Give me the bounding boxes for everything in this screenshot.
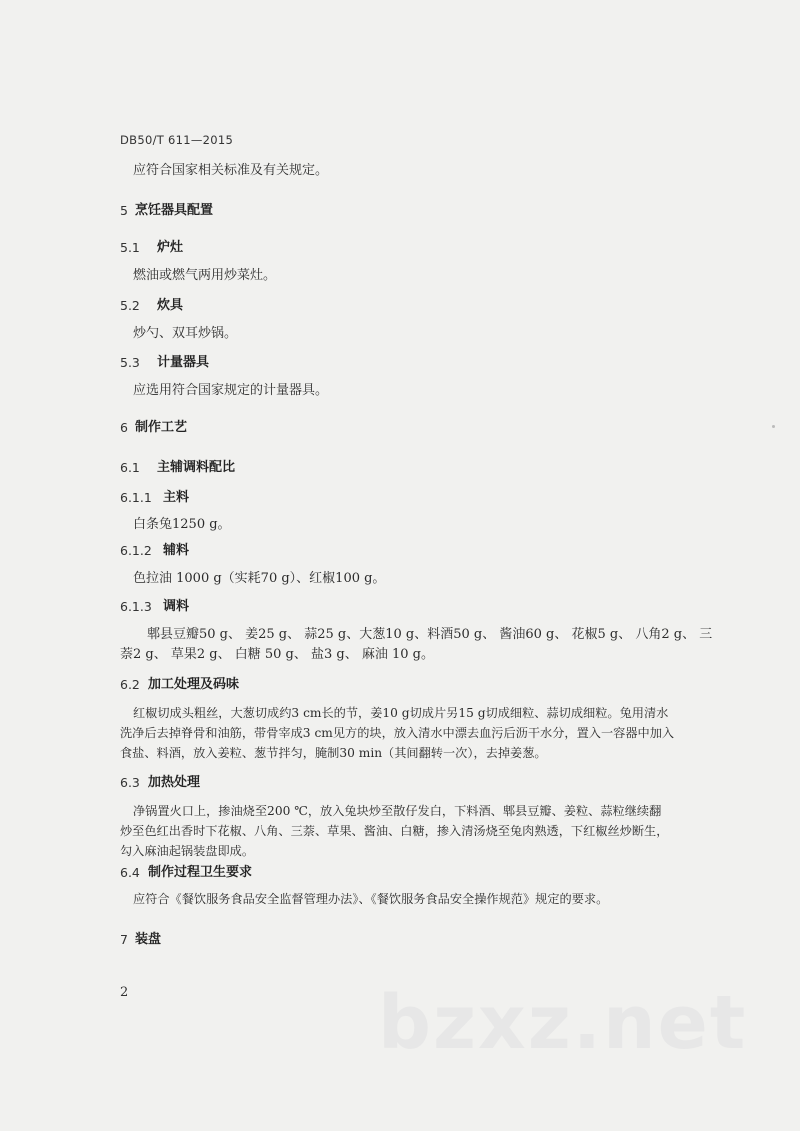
section-title: 烹饪器具配置 bbox=[135, 203, 214, 218]
section-number: 6 bbox=[120, 420, 128, 435]
paragraph: 燃油或燃气两用炒菜灶。 bbox=[133, 268, 277, 283]
section-title: 制作过程卫生要求 bbox=[148, 865, 253, 880]
section-number: 6.1.1 bbox=[120, 490, 152, 505]
section-number: 5.2 bbox=[120, 298, 140, 313]
page-number: 2 bbox=[120, 985, 129, 1000]
paragraph: 应选用符合国家规定的计量器具。 bbox=[133, 383, 329, 398]
section-title: 炊具 bbox=[157, 298, 184, 313]
section-number: 6.2 bbox=[120, 677, 140, 692]
section-number: 6.3 bbox=[120, 775, 140, 790]
paragraph: 勾入麻油起锅装盘即成。 bbox=[120, 844, 255, 858]
paragraph: 净锅置火口上，掺油烧至200 ℃，放入兔块炒至散仔发白，下料酒、郫县豆瓣、姜粒、蒜粒继续翻 bbox=[133, 804, 662, 818]
section-number: 5.1 bbox=[120, 240, 140, 255]
section-title: 制作工艺 bbox=[135, 420, 188, 435]
paragraph: 色拉油 1000 g（实耗70 g）、红椒100 g。 bbox=[133, 571, 386, 586]
paragraph: 红椒切成头粗丝，大葱切成约3 cm长的节，姜10 g切成片另15 g切成细粒、蒜切成细粒。兔用清水 bbox=[133, 706, 669, 720]
paragraph: 食盐、料酒，放入姜粒、葱节拌匀，腌制30 min（其间翻转一次），去掉姜葱。 bbox=[120, 746, 547, 760]
section-title: 炉灶 bbox=[157, 240, 184, 255]
section-number: 6.4 bbox=[120, 865, 140, 880]
section-title: 调料 bbox=[163, 599, 190, 614]
paragraph: 应符合《餐饮服务食品安全监督管理办法》、《餐饮服务食品安全操作规范》规定的要求。 bbox=[133, 892, 609, 906]
section-title: 计量器具 bbox=[157, 355, 210, 370]
section-title: 加热处理 bbox=[148, 775, 201, 790]
paragraph: 萘2 g、 草果2 g、 白糖 50 g、 盐3 g、 麻油 10 g。 bbox=[120, 647, 434, 662]
section-number: 5 bbox=[120, 203, 128, 218]
section-title: 加工处理及码味 bbox=[148, 677, 240, 692]
paragraph: 炒至色红出香时下花椒、八角、三萘、草果、酱油、白糖，掺入清汤烧至兔肉熟透，下红椒丝炒断生， bbox=[120, 824, 669, 838]
paragraph: 应符合国家相关标准及有关规定。 bbox=[133, 163, 329, 178]
section-number: 6.1.2 bbox=[120, 543, 152, 558]
section-title: 主辅调料配比 bbox=[157, 460, 236, 475]
section-title: 装盘 bbox=[135, 932, 162, 947]
paragraph: 郫县豆瓣50 g、 姜25 g、 蒜25 g、大葱10 g、料酒50 g、 酱油60 g、 花椒5 g、 八角2 g、 三 bbox=[147, 627, 713, 642]
section-number: 7 bbox=[120, 932, 128, 947]
section-number: 5.3 bbox=[120, 355, 140, 370]
paragraph: 洗净后去掉脊骨和油筋，带骨宰成3 cm见方的块，放入清水中漂去血污后沥干水分，置入一容器中加入 bbox=[120, 726, 675, 740]
section-number: 6.1.3 bbox=[120, 599, 152, 614]
section-number: 6.1 bbox=[120, 460, 140, 475]
paragraph: 白条兔1250 g。 bbox=[133, 517, 231, 532]
section-title: 辅料 bbox=[163, 543, 190, 558]
watermark: bzxz.net bbox=[378, 980, 748, 1066]
paragraph: 炒勺、双耳炒锅。 bbox=[133, 326, 238, 341]
scan-speck bbox=[772, 425, 775, 428]
section-title: 主料 bbox=[163, 490, 190, 505]
document-header: DB50/T 611—2015 bbox=[120, 133, 234, 147]
